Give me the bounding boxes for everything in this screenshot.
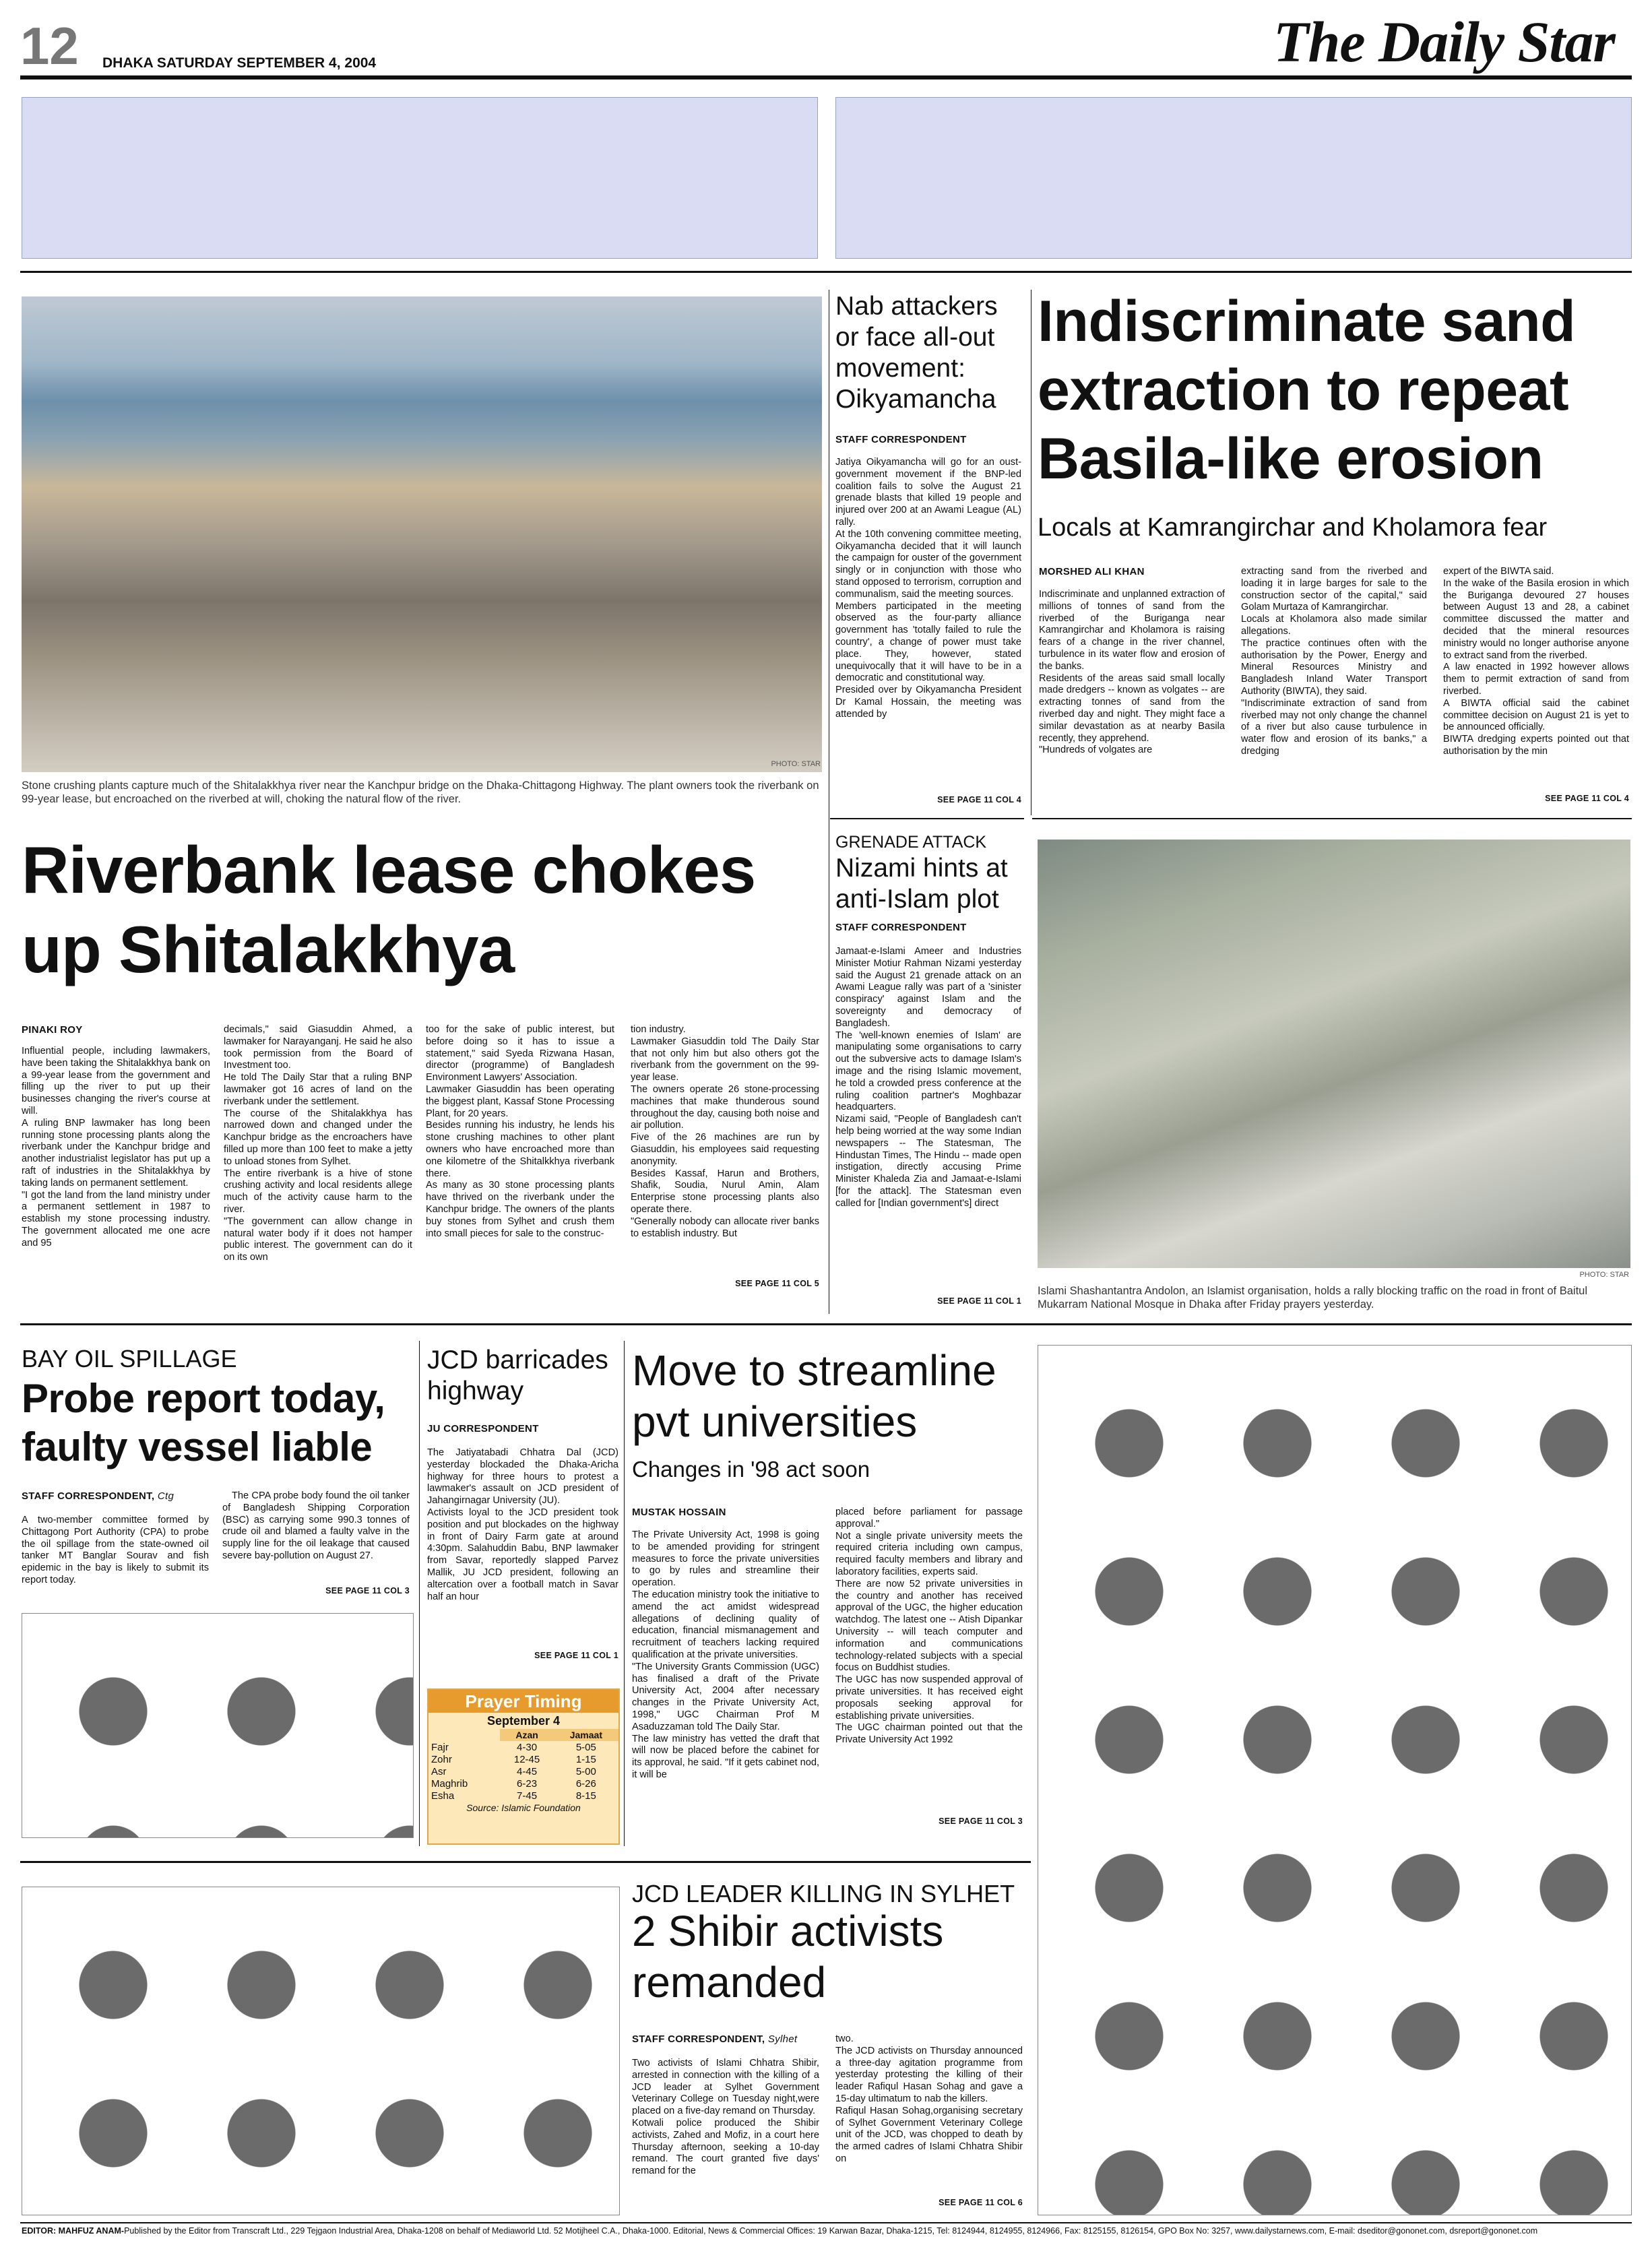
prayer-name: Zohr — [431, 1753, 452, 1765]
byline: MORSHED ALI KHAN — [1039, 566, 1145, 577]
azan-time: 12-45 — [513, 1753, 540, 1765]
headline-line: Riverbank lease chokes — [22, 833, 756, 907]
column-rule — [419, 1341, 420, 1846]
jamaat-time: 5-05 — [575, 1741, 596, 1753]
jump-line[interactable]: SEE PAGE 11 COL 3 — [939, 1816, 1023, 1826]
headline-line: Basila-like erosion — [1038, 427, 1544, 491]
story-column: two. The JCD activists on Thursday announced a three-day agitation programme from yesterday protesting the killing of their leader Rafiqul Hasan Sohag and gave a 15-day ultimatum to nab the killers. Rafiqul Hasan Sohag,organising secretary of Sylhet Government Veterinary College unit of the JCD, was chopped to death by the armed cadres of Islami Chhatra Shibir on — [835, 2033, 1023, 2164]
photo-credit: PHOTO: STAR — [1579, 1271, 1629, 1279]
headline-shibir: 2 Shibir activists remanded — [632, 1907, 944, 2007]
newspaper-logo: The Daily Star — [1273, 9, 1615, 74]
azan-time: 6-23 — [517, 1777, 538, 1790]
byline: STAFF CORRESPONDENT — [835, 434, 967, 445]
subheadline: Changes in '98 act soon — [632, 1457, 870, 1482]
photo-rally — [1038, 840, 1630, 1268]
subheadline: Locals at Kamrangirchar and Kholamora fear — [1038, 513, 1548, 542]
jump-line[interactable]: SEE PAGE 11 COL 6 — [939, 2198, 1023, 2207]
col-header-jamaat: Jamaat — [554, 1729, 618, 1741]
prayer-timing-box — [427, 1688, 620, 1845]
column-rule — [624, 1341, 625, 1846]
byline — [22, 1490, 174, 1502]
footer — [22, 2226, 1632, 2236]
story-column: The Jatiyatabadi Chhatra Dal (JCD) yesterday blockaded the Dhaka-Aricha highway for three hours to protest a lawmaker's assault on JCD president of Jahangirnagar University (JU). Activists loyal to the JCD president took position and put blockades on the highway in front of Dairy Farm gate at around 4:30pm. Salahuddin Babu, BNP lawmaker from Savar, reportedly slapped Parvez Mallik, JU JCD president, following an altercation over a football match in Savar half an hour — [427, 1447, 618, 1602]
byline: MUSTAK HOSSAIN — [632, 1507, 726, 1518]
advertisement-right[interactable] — [835, 97, 1632, 259]
byline-place: Sylhet — [767, 2033, 798, 2045]
story-column: The Private University Act, 1998 is going to be amended providing for stringent measures to force the private universities to go by rules and streamline their operation. The education ministry took the initiative to amend the act amidst widespread allegations of declining quality of education, financial mismanagement and recruitment of teachers lacking required qualification at the private universities. "The University Grants Commission (UGC) has finalised a draft of the Private University Act, 2004 after necessary changes in the Private University Act, 1998," UGC Chairman Prof M Asaduzzaman told The Daily Star. The law ministry has vetted the draft that will now be placed before the cabinet for its approval, he said. "If it gets cabinet nod, it will be — [632, 1529, 819, 1780]
photo-credit: PHOTO: STAR — [771, 760, 821, 768]
story-column: decimals," said Giasuddin Ahmed, a lawmaker for Narayanganj. He said he also took permission from the Board of Investment too. He told The Daily Star that a ruling BNP lawmaker got 16 acres of land on the riverbank under the settlement. The course of the Shitalakkhya has narrowed down and changed under the Kanchpur bridge as the encroachers have filled up more than 100 feet to make a jetty to unload stones from Sylhet. The entire riverbank is a hive of stone crushing activity and local residents allege much of the activity cause harm to the river. "The government can allow change in natural water body if it does not hamper public interest. The government can do it on its own — [224, 1024, 412, 1263]
page-number: 12 — [20, 16, 79, 75]
advertisement-left[interactable] — [22, 97, 818, 259]
col-header-azan: Azan — [500, 1729, 553, 1741]
prayer-table — [428, 1729, 618, 1802]
headline-oil: Probe report today, faulty vessel liable — [22, 1376, 385, 1470]
photo-caption: Stone crushing plants capture much of the Shitalakkhya river near the Kanchpur bridge on the Dhaka-Chittagong Highway. The plant owners took the riverbank on 99-year lease, but encroached on the riverbed at will, choking the natural flow of the river. — [22, 780, 819, 805]
prayer-name: Esha — [431, 1790, 455, 1802]
story-column: Influential people, including lawmakers, have been taking the Shitalakkhya bank on a 99-year lease from the government and filling up the river to put up their businesses changing the river's course at will. A ruling BNP lawmaker has long been running stone processing plants along the riverbank under the Kanchpur bridge and another industrialist legislator has put up a raft of industries in the Shitalakkhya by taking lands on permanent settlement. "I got the land from the land ministry under a permanent settlement in 1987 to establish my stone processing industry. The government allocated me one acre and 95 — [22, 1046, 210, 1249]
photo-caption: Islami Shashantantra Andolon, an Islamist organisation, holds a rally blocking traffic on the road in front of Baitul Mukarram National Mosque in Dhaka after Friday prayers yesterday. — [1038, 1285, 1587, 1310]
prayer-name: Fajr — [431, 1741, 449, 1753]
story-column: expert of the BIWTA said. In the wake of the Basila erosion in which the Buriganga devoured 27 houses between August 13 and 28, a cabinet committee discussed the matter and decided that the mineral resources ministry would no longer authorise anyone to extract sand from the riverbed. A law enacted in 1992 however allows them to permit extraction of sand from riverbed. A BIWTA official said the cabinet committee decision on August 21 is yet to be announced officially. BIWTA dredging experts pointed out that authorisation by the min — [1443, 566, 1629, 757]
footer-imprint: Published by the Editor from Transcraft Ltd., 229 Tejgaon Industrial Area, Dhaka-1208 on behalf of Mediaworld Ltd. 52 Motijheel C.A., Dhaka-1000. Editorial, News & Commercial Offices: 19 Karwan Bazar, Dhaka-1215, Tel: 8124944, 8124955, 8124966, Fax: 8125155, 8126154, GPO Box No: 3257, www.dailystarnews.com, E-mail: dseditor@gononet.com, dsreport@gononet.com — [124, 2226, 1538, 2236]
prayer-source: Source: Islamic Foundation — [466, 1802, 581, 1813]
azan-time: 4-45 — [517, 1765, 538, 1777]
byline-name: STAFF CORRESPONDENT, — [632, 2033, 765, 2045]
story-column: Jatiya Oikyamancha will go for an oust-government movement if the BNP-led coalition fails to solve the August 21 grenade blasts that killed 19 people and injured over 200 at an Awami League (AL) rally. At the 10th convening committee meeting, Oikyamancha decided that it will launch the campaign for ouster of the government singly or in conjunction with those who stand opposed to terrorism, corruption and communalism, said the meeting sources. Members participated in the meeting observed as the four-party alliance government has 'totally failed to rule the country', a change of power must take place. They, however, stated unequivocally that it will have to be in a democratic and constitutional way. Presided over by Oikyamancha President Dr Kamal Hossain, the meeting was attended by — [835, 457, 1021, 720]
jump-line[interactable]: SEE PAGE 11 COL 4 — [937, 795, 1021, 804]
dotted-placeholder — [22, 1613, 414, 1838]
headline-sand — [1038, 287, 1637, 493]
story-column: Jamaat-e-Islami Ameer and Industries Minister Motiur Rahman Nizami yesterday said the August 21 grenade attack on an Awami League rally was part of a 'sinister conspiracy' against Islam and the sovereignty and democracy of Bangladesh. The 'well-known enemies of Islam' are manipulating some organisations to carry out the subversive acts to damage Islam's image and the rising Islamic movement, he told a crowded press conference at the ruling coalition partner's Moghbazar headquarters. Nizami said, "People of Bangladesh can't help being worried at the way some Indian newspapers -- The Statesman, The Hindustan Times, The Hindu -- made open instigation, directly accusing Prime Minister Khaleda Zia and Jamaat-e-Islami [for the attack]. The Statesman even called for [Indian government's] direct — [835, 946, 1021, 1209]
story-column: The CPA probe body found the oil tanker of Bangladesh Shipping Corporation (BSC) as carrying some 990.3 tonnes of crude oil and blamed a faulty valve in the supply line for the oil leakage that caused severe bay-pollution on August 27. — [222, 1490, 410, 1561]
prayer-row — [428, 1765, 618, 1777]
byline-place: Ctg — [157, 1490, 174, 1502]
story-column: placed before parliament for passage approval." Not a single private university meets the required criteria including own campus, required faculty members and library and laboratory facilities, experts said. There are now 52 private universities in the country and another has received approval of the UGC, the higher education watchdog. The latest one -- Atish Dipankar University -- will teach computer and information and communications technology-related subjects with a special focus on Buddhist studies. The UGC has now suspended approval of private universities. It has received eight proposals seeking approval for establishing private universities. The UGC chairman pointed out that the Private University Act 1992 — [835, 1507, 1023, 1746]
headline-nizami: Nizami hints at anti-Islam plot — [835, 854, 1008, 914]
story-column: extracting sand from the riverbed and loading it in large barges for sale to the construction sector of the capital," said Golam Murtaza of Kamrangirchar. Locals at Kholamora also made similar allegations. The practice continues often with the authorisation by the Power, Energy and Mineral Resources Ministry and Bangladesh Inland Water Transport Authority (BIWTA), they said. "Indiscriminate extraction of sand from riverbed may not only change the channel of a river but also cause turbulence in water flow and erosion of its banks," a dredging — [1241, 566, 1427, 757]
jamaat-time: 6-26 — [575, 1777, 596, 1790]
story-column: Two activists of Islami Chhatra Shibir, arrested in connection with the killing of a JCD leader at Sylhet Government Veterinary College on Tuesday night,were placed on a five-day remand on Thursday. Kotwali police produced the Shibir activists, Zahed and Mofiz, in a court here Thursday afternoon, seeking a 10-day remand. The court granted five days' remand for the — [632, 2058, 819, 2177]
byline: PINAKI ROY — [22, 1024, 83, 1036]
jamaat-time: 5-00 — [575, 1765, 596, 1777]
divider — [20, 1861, 1031, 1863]
jump-line[interactable]: SEE PAGE 11 COL 3 — [325, 1586, 410, 1596]
headline-line: extraction to repeat — [1038, 358, 1569, 422]
headline-line: Indiscriminate sand — [1038, 289, 1576, 354]
jump-line[interactable]: SEE PAGE 11 COL 5 — [735, 1279, 819, 1288]
jamaat-time: 1-15 — [575, 1753, 596, 1765]
story-column: Indiscriminate and unplanned extraction of millions of tonnes of sand from the riverbed of the Buriganga near Kamrangirchar and Kholamora is raising fears of a change in the river channel, turbulence in its water flow and erosion of the banks. Residents of the areas said small locally made dredgers -- known as volgates -- are extracting tonnes of sand from the riverbed day and night. They might face a similar devastation as at nearby Basila recently, they apprehend. "Hundreds of volgates are — [1039, 589, 1225, 756]
divider — [20, 271, 1632, 273]
jump-line[interactable]: SEE PAGE 11 COL 4 — [1545, 794, 1629, 803]
headline-nab: Nab attackers or face all-out movement: Oikyamancha — [835, 292, 998, 414]
dotted-placeholder — [22, 1887, 620, 2215]
headline-line: up Shitalakkhya — [22, 912, 515, 986]
divider — [830, 818, 1024, 819]
footer-editor: EDITOR: MAHFUZ ANAM- — [22, 2226, 125, 2236]
kicker: GRENADE ATTACK — [835, 833, 987, 852]
prayer-row — [428, 1777, 618, 1790]
headline-universities: Move to streamline pvt universities — [632, 1346, 996, 1446]
kicker: JCD LEADER KILLING IN SYLHET — [632, 1880, 1015, 1907]
azan-time: 7-45 — [517, 1790, 538, 1802]
photo-stone-crushing-plants — [22, 296, 822, 772]
jamaat-time: 8-15 — [575, 1790, 596, 1802]
prayer-row — [428, 1790, 618, 1802]
story-column: tion industry. Lawmaker Giasuddin told The Daily Star that not only him but also others got the riverbank from the government on the 99-year lease. The owners operate 26 stone-processing machines that make thunderous sound throughout the day, causing both noise and air pollution. Five of the 26 machines are run by Giasuddin, his employees said requesting anonymity. Besides Kassaf, Harun and Brothers, Shafik, Soudia, Nurul Amin, Alam Enterprise stone processing plants also operate there. "Generally nobody can allocate river banks to establish industry. But — [631, 1024, 819, 1239]
story-column: too for the sake of public interest, but before doing so it has to issue a statement," said Syeda Rizwana Hasan, director (programme) of Bangladesh Environment Lawyers' Association. Lawmaker Giasuddin has been operating the biggest plant, Kassaf Stone Processing Plant, for 20 years. Besides running his industry, he lends his stone crushing machines to other plant owners who have encroached more than one kilometre of the Shitalkkhya riverbank there. As many as 30 stone processing plants have thrived on the riverbank under the Kanchpur bridge. The owners of the plants buy stones from Sylhet and crush them into small pieces for sale to the construc- — [426, 1024, 614, 1239]
headline-riverbank — [22, 830, 823, 989]
byline: JU CORRESPONDENT — [427, 1423, 539, 1434]
prayer-date: September 4 — [486, 1714, 561, 1728]
byline: STAFF CORRESPONDENT — [835, 922, 967, 933]
masthead-rule — [20, 75, 1632, 80]
prayer-title: Prayer Timing — [428, 1690, 618, 1713]
prayer-row — [428, 1741, 618, 1753]
jump-line[interactable]: SEE PAGE 11 COL 1 — [937, 1296, 1021, 1306]
jump-line[interactable]: SEE PAGE 11 COL 1 — [534, 1651, 618, 1660]
prayer-name: Maghrib — [431, 1777, 468, 1790]
azan-time: 4-30 — [517, 1741, 538, 1753]
headline-jcd: JCD barricades highway — [427, 1346, 608, 1405]
dotted-placeholder — [1038, 1345, 1632, 2215]
prayer-name: Asr — [431, 1765, 447, 1777]
footer-rule — [20, 2222, 1632, 2223]
dateline: DHAKA SATURDAY SEPTEMBER 4, 2004 — [102, 55, 377, 71]
byline-name: STAFF CORRESPONDENT, — [22, 1490, 155, 1502]
divider — [20, 1323, 1632, 1325]
prayer-row — [428, 1753, 618, 1765]
kicker: BAY OIL SPILLAGE — [22, 1345, 237, 1372]
byline — [632, 2033, 797, 2045]
divider — [1032, 818, 1632, 819]
story-column: A two-member committee formed by Chittagong Port Authority (CPA) to probe the oil spillage from the state-owned oil tanker MT Banglar Sourav and fish epidemic in the bay is likely to submit its report today. — [22, 1515, 209, 1585]
